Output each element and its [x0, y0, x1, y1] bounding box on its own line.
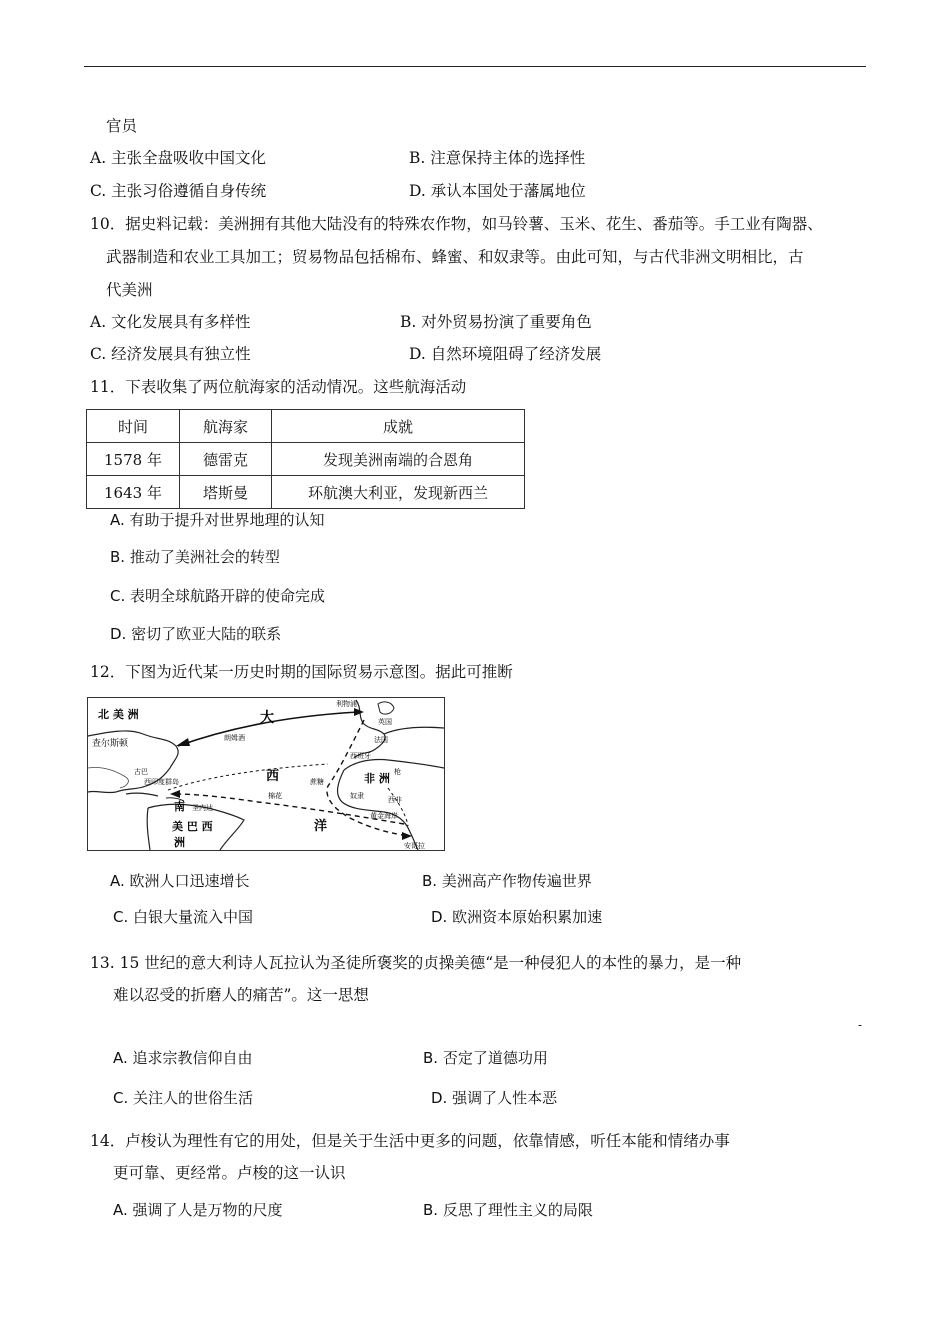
stray-mark: - [858, 1018, 863, 1032]
map-label-liverpool: 利物浦 [336, 700, 357, 708]
table-header-cell: 成就 [272, 410, 525, 443]
map-label-zhou: 洲 [174, 836, 185, 849]
header-continuation: 官员 [106, 117, 138, 135]
arrow-to-america [170, 790, 180, 798]
q12-option-d: D. 欧洲资本原始积累加速 [431, 908, 603, 926]
q10-option-b: B. 对外贸易扮演了重要角色 [400, 313, 592, 331]
table-cell: 环航澳大利亚，发现新西兰 [272, 476, 525, 509]
q10-option-a: A. 文化发展具有多样性 [90, 313, 251, 331]
table-header-cell: 航海家 [180, 410, 272, 443]
table-header-cell: 时间 [87, 410, 180, 443]
table-cell: 1643 年 [87, 476, 180, 509]
q13-option-c: C. 关注人的世俗生活 [113, 1089, 254, 1107]
q13-option-a: A. 追求宗教信仰自由 [113, 1049, 253, 1067]
table-cell: 塔斯曼 [180, 476, 272, 509]
table-header-row [87, 410, 525, 443]
q12-option-a: A. 欧洲人口迅速增长 [110, 872, 250, 890]
q9-option-d: D. 承认本国处于藩属地位 [409, 182, 586, 200]
europe-coast [354, 700, 385, 758]
table-row [87, 443, 525, 476]
q11-stem: 11．下表收集了两位航海家的活动情况。这些航海活动 [90, 378, 467, 396]
map-label-sugar: 蔗糖 [310, 778, 324, 786]
map-label-angola: 安哥拉 [404, 842, 425, 850]
q14-stem-line2: 更可靠、更经常。卢梭的这一认识 [113, 1164, 346, 1182]
table-cell: 德雷克 [180, 443, 272, 476]
q13-stem-line1: 13. 15 世纪的意大利诗人瓦拉认为圣徒所褒奖的贞操美德“是一种侵犯人的本性的暴力，是一种 [90, 954, 742, 972]
table-cell: 发现美洲南端的合恩角 [272, 443, 525, 476]
q11-option-b: B. 推动了美洲社会的转型 [110, 548, 280, 566]
arrow-from-america [176, 738, 190, 746]
q13-stem-line2: 难以忍受的折磨人的痛苦”。这一思想 [113, 986, 369, 1004]
map-label-west-africa: 西非 [388, 796, 402, 804]
map-label-ocean: 洋 [314, 819, 328, 834]
map-label-west-indies: 西印度群岛 [144, 778, 179, 786]
map-label-cotton: 棉花 [268, 792, 282, 800]
map-label-charleston: 查尔斯顿 [92, 739, 129, 749]
q14-stem-line1: 14．卢梭认为理性有它的用处，但是关于生活中更多的问题，依靠情感，听任本能和情绪办事 [90, 1132, 730, 1150]
q12-option-c: C. 白银大量流入中国 [113, 908, 254, 926]
map-label-france: 法国 [374, 736, 388, 744]
map-label-gold-coast: 黄金海岸 [370, 812, 398, 820]
map-label-north-america: 北 美 洲 [98, 708, 139, 721]
q13-option-d: D. 强调了人性本恶 [431, 1089, 558, 1107]
cuba-island [126, 793, 158, 796]
q11-option-d: D. 密切了欧亚大陆的联系 [110, 625, 282, 643]
q10-stem-line2: 武器制造和农业工具加工；贸易物品包括棉布、蜂蜜、和奴隶等。由此可知，与古代非洲文明相比，古 [106, 248, 804, 266]
trade-map [87, 697, 445, 851]
q10-option-d: D. 自然环境阻碍了经济发展 [409, 345, 602, 363]
q9-option-a: A. 主张全盘吸收中国文化 [90, 149, 267, 167]
map-label-havana: 古巴 [134, 768, 148, 776]
q14-option-b: B. 反思了理性主义的局限 [423, 1201, 593, 1219]
q12-stem: 12．下图为近代某一历史时期的国际贸易示意图。据此可推断 [90, 663, 513, 681]
map-label-south-america: 美 巴 西 [172, 820, 213, 833]
map-label-africa: 非 洲 [364, 772, 390, 785]
map-label-da: 大 [260, 710, 274, 726]
q9-option-c: C. 主张习俗遵循自身传统 [90, 182, 267, 200]
gulf-coast [88, 767, 128, 788]
q14-option-a: A. 强调了人是万物的尺度 [113, 1201, 283, 1219]
q11-option-a: A. 有助于提升对世界地理的认知 [110, 511, 325, 529]
q9-option-b: B. 注意保持主体的选择性 [409, 149, 586, 167]
map-label-england: 英国 [378, 718, 392, 726]
map-label-spain: 西班牙 [350, 752, 371, 760]
south-america-west-coast [147, 808, 150, 850]
q13-option-b: B. 否定了道德功用 [423, 1049, 548, 1067]
map-label-rum: 朗姆酒 [224, 734, 245, 742]
q10-stem-line1: 10．据史料记载：美洲拥有其他大陆没有的特殊农作物，如马铃薯、玉米、花生、番茄等。手工业有陶器、 [90, 215, 823, 233]
map-label-guns: 枪 [394, 768, 401, 776]
navigator-table [86, 409, 525, 509]
table-row [87, 476, 525, 509]
map-label-xi: 西 [266, 769, 280, 784]
q12-option-b: B. 美洲高产作物传遍世界 [422, 872, 592, 890]
q10-stem-line3: 代美洲 [106, 281, 153, 299]
table-cell: 1578 年 [87, 443, 180, 476]
map-label-south: 南 [174, 800, 185, 813]
route-caribbean-europe [168, 764, 328, 790]
q10-option-c: C. 经济发展具有独立性 [90, 345, 251, 363]
header-rule [84, 66, 866, 67]
route-africa-coast [388, 788, 408, 826]
britain-island [378, 702, 394, 714]
q11-option-c: C. 表明全球航路开辟的使命完成 [110, 587, 326, 605]
europe-north-coast [384, 727, 444, 734]
map-label-slaves: 奴隶 [350, 792, 364, 800]
map-label-caribbean: 圣内达 [192, 804, 213, 812]
trade-map-svg [88, 698, 444, 850]
